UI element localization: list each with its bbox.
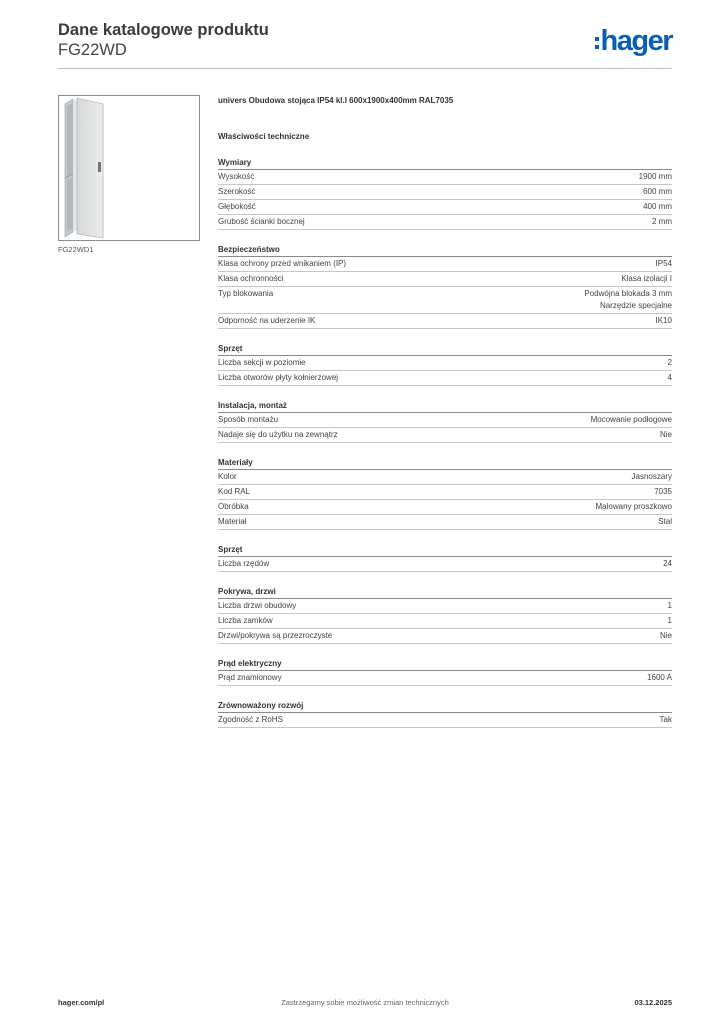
property-value-line: 4 bbox=[667, 373, 672, 382]
property-value-line: Jasnoszary bbox=[631, 472, 672, 481]
property-value-line: 24 bbox=[663, 559, 672, 568]
group-title: Sprzęt bbox=[218, 544, 672, 557]
property-value-line: Nie bbox=[659, 430, 672, 439]
property-row bbox=[218, 500, 672, 515]
technical-properties-heading: Właściwości techniczne bbox=[218, 132, 310, 141]
property-value bbox=[656, 315, 672, 327]
property-label: Liczba sekcji w poziomie bbox=[218, 358, 306, 367]
property-value-line: IK10 bbox=[655, 316, 672, 325]
property-value bbox=[660, 429, 672, 441]
property-value bbox=[584, 288, 672, 312]
property-label: Liczba otworów płyty kołnierzowej bbox=[218, 373, 339, 382]
property-label: Klasa ochrony przed wnikaniem (IP) bbox=[218, 259, 347, 268]
enclosure-illustration-icon bbox=[59, 96, 199, 240]
property-value bbox=[647, 672, 672, 684]
property-value-line: 1 bbox=[667, 601, 672, 610]
property-value bbox=[652, 216, 672, 228]
property-value-line: IP54 bbox=[655, 259, 672, 268]
property-label: Kolor bbox=[218, 472, 237, 481]
property-value-line: 7035 bbox=[654, 487, 672, 496]
logo-text: hager bbox=[600, 25, 672, 57]
property-value-line: 600 mm bbox=[643, 187, 672, 196]
property-row bbox=[218, 371, 672, 386]
property-label: Obróbka bbox=[218, 502, 249, 511]
property-group bbox=[218, 544, 672, 572]
property-label: Wysokość bbox=[218, 172, 255, 181]
property-label: Materiał bbox=[218, 517, 247, 526]
property-label: Liczba drzwi obudowy bbox=[218, 601, 297, 610]
property-value bbox=[668, 615, 672, 627]
property-group bbox=[218, 244, 672, 329]
property-value bbox=[596, 501, 672, 513]
property-label: Klasa ochronności bbox=[218, 274, 284, 283]
image-caption: FG22WD1 bbox=[58, 245, 94, 254]
property-value-line: Klasa izolacji I bbox=[621, 274, 672, 283]
property-value bbox=[639, 171, 672, 183]
property-value-line: Malowany proszkowo bbox=[595, 502, 672, 511]
property-value-line: 2 bbox=[667, 358, 672, 367]
property-group bbox=[218, 157, 672, 230]
property-row bbox=[218, 485, 672, 500]
property-label: Szerokość bbox=[218, 187, 256, 196]
document-title: Dane katalogowe produktu bbox=[58, 21, 269, 39]
property-value-line: 1 bbox=[667, 616, 672, 625]
property-row bbox=[218, 413, 672, 428]
property-row bbox=[218, 185, 672, 200]
group-title: Materiały bbox=[218, 457, 672, 470]
property-label: Sposób montażu bbox=[218, 415, 279, 424]
property-value bbox=[658, 516, 672, 528]
property-row bbox=[218, 215, 672, 230]
property-group bbox=[218, 700, 672, 728]
property-row bbox=[218, 470, 672, 485]
property-row bbox=[218, 200, 672, 215]
property-value bbox=[668, 372, 672, 384]
property-row bbox=[218, 170, 672, 185]
property-label: Odporność na uderzenie IK bbox=[218, 316, 316, 325]
group-title: Bezpieczeństwo bbox=[218, 244, 672, 257]
group-title: Sprzęt bbox=[218, 343, 672, 356]
group-title: Pokrywa, drzwi bbox=[218, 586, 672, 599]
property-value bbox=[663, 558, 672, 570]
product-code: FG22WD bbox=[58, 41, 127, 59]
footer-website: hager.com/pl bbox=[58, 998, 105, 1007]
property-value-line: 1600 A bbox=[647, 673, 672, 682]
property-value-line: Nie bbox=[659, 631, 672, 640]
property-group bbox=[218, 457, 672, 530]
property-row bbox=[218, 671, 672, 686]
group-title: Prąd elektryczny bbox=[218, 658, 672, 671]
property-row bbox=[218, 599, 672, 614]
property-row bbox=[218, 629, 672, 644]
property-value-line: 2 mm bbox=[652, 217, 672, 226]
property-row bbox=[218, 515, 672, 530]
property-label: Głębokość bbox=[218, 202, 256, 211]
document-header bbox=[58, 20, 269, 60]
property-value-line: Podwójna blokada 3 mm bbox=[584, 289, 672, 298]
property-label: Grubość ścianki bocznej bbox=[218, 217, 305, 226]
property-row bbox=[218, 713, 672, 728]
property-label: Drzwi/pokrywa są przezroczyste bbox=[218, 631, 333, 640]
property-value bbox=[632, 471, 672, 483]
property-label: Zgodność z RoHS bbox=[218, 715, 283, 724]
property-value-line: Narzędzie specjalne bbox=[599, 301, 672, 310]
group-title: Wymiary bbox=[218, 157, 672, 170]
group-title: Instalacja, montaż bbox=[218, 400, 672, 413]
property-value bbox=[656, 258, 672, 270]
property-value bbox=[668, 357, 672, 369]
property-value bbox=[621, 273, 672, 285]
property-row bbox=[218, 557, 672, 572]
property-value-line: Stal bbox=[658, 517, 672, 526]
product-image bbox=[58, 95, 200, 241]
property-label: Nadaje się do użytku na zewnątrz bbox=[218, 430, 338, 439]
property-group bbox=[218, 400, 672, 443]
property-group bbox=[218, 658, 672, 686]
property-value bbox=[643, 186, 672, 198]
property-label: Liczba zamków bbox=[218, 616, 273, 625]
footer-disclaimer: Zastrzegamy sobie możliwość zmian technicznych bbox=[281, 998, 449, 1007]
property-row bbox=[218, 257, 672, 272]
property-value-line: 1900 mm bbox=[638, 172, 672, 181]
property-value-line: Mocowanie podłogowe bbox=[590, 415, 672, 424]
property-row bbox=[218, 614, 672, 629]
property-value-line: 400 mm bbox=[643, 202, 672, 211]
property-group bbox=[218, 586, 672, 644]
header-divider bbox=[58, 68, 672, 69]
property-value bbox=[591, 414, 672, 426]
group-title: Zrównoważony rozwój bbox=[218, 700, 672, 713]
property-value-line: Tak bbox=[659, 715, 672, 724]
product-details bbox=[218, 95, 672, 728]
property-value bbox=[668, 600, 672, 612]
property-value bbox=[660, 714, 672, 726]
property-value bbox=[654, 486, 672, 498]
property-row bbox=[218, 272, 672, 287]
property-value bbox=[643, 201, 672, 213]
logo-dots-icon bbox=[595, 37, 599, 49]
property-row bbox=[218, 287, 672, 314]
property-label: Typ blokowania bbox=[218, 289, 274, 298]
property-row bbox=[218, 428, 672, 443]
property-groups bbox=[218, 157, 672, 728]
property-group bbox=[218, 343, 672, 386]
property-value bbox=[660, 630, 672, 642]
property-label: Kod RAL bbox=[218, 487, 251, 496]
property-row bbox=[218, 356, 672, 371]
hager-logo bbox=[595, 26, 672, 56]
property-label: Liczba rzędów bbox=[218, 559, 270, 568]
property-label: Prąd znamionowy bbox=[218, 673, 282, 682]
footer-date: 03.12.2025 bbox=[634, 998, 672, 1007]
product-description: univers Obudowa stojąca IP54 kl.I 600x1900x400mm RAL7035 bbox=[218, 96, 454, 105]
property-row bbox=[218, 314, 672, 329]
